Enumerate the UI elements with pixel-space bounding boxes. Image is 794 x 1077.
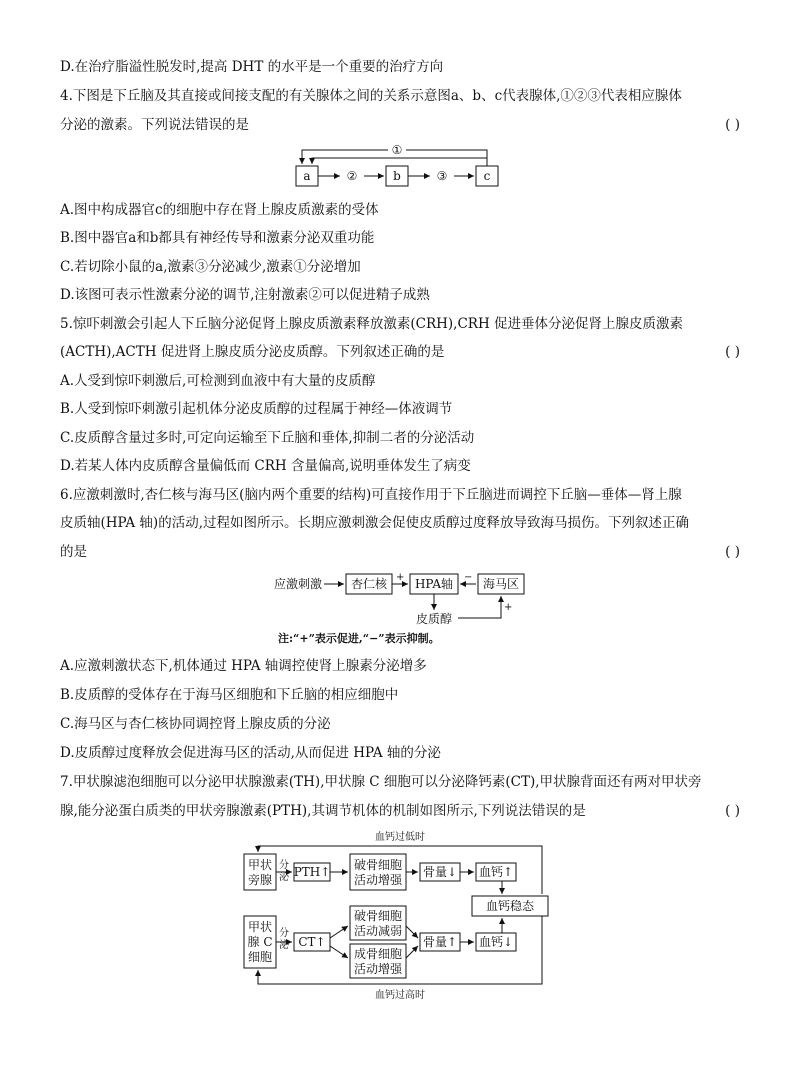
q4-stem-line2	[60, 114, 740, 136]
q6-stem-text: 的是	[60, 544, 87, 560]
hippocampus-label: 海马区	[482, 577, 520, 591]
box-c-label: c	[483, 169, 491, 183]
bone-down-label: 骨量↓	[422, 865, 458, 879]
secrete-label-2: 泌	[279, 940, 289, 951]
q6-option-b: B.皮质醇的受体存在于海马区细胞和下丘脑的相应细胞中	[60, 687, 399, 703]
osteoclast-up-label-2: 活动增强	[353, 873, 403, 887]
osteoclast-down-label-1: 破骨细胞	[353, 909, 403, 923]
q4-stem-line1: 4.下图是下丘脑及其直接或间接支配的有关腺体之间的关系示意图a、b、c代表腺体,①②③代表相应腺体	[60, 88, 682, 104]
minus-sign: −	[464, 572, 473, 583]
q5-stem-line1: 5.惊吓刺激会引起人下丘脑分泌促肾上腺皮质激素释放激素(CRH),CRH 促进垂体分泌促肾上腺皮质激素	[60, 316, 684, 332]
box-b-label: b	[393, 169, 401, 183]
q5-stem-line2	[60, 341, 740, 363]
plus-sign: +	[396, 572, 405, 583]
hormone-1-label: ①	[391, 143, 403, 157]
secrete-label-2: 泌	[279, 872, 289, 883]
q7-stem-line2	[60, 800, 740, 822]
plus-sign: +	[504, 602, 513, 613]
thyroid-c-label-1: 甲状	[247, 920, 273, 934]
answer-bracket: ( )	[725, 544, 740, 560]
q4-stem-text: 分泌的激素。下列说法错误的是	[60, 117, 249, 133]
hpa-axis-diagram	[272, 570, 532, 628]
answer-bracket: ( )	[725, 117, 740, 133]
homeostasis-label: 血钙稳态	[485, 899, 535, 913]
q4-option-c: C.若切除小鼠的a,激素③分泌减少,激素①分泌增加	[60, 259, 361, 275]
q5-option-c: C.皮质醇含量过多时,可定向运输至下丘脑和垂体,抑制二者的分泌活动	[60, 430, 475, 446]
hpa-label: HPA轴	[414, 577, 454, 591]
low-calcium-label: 血钙过低时	[375, 832, 425, 843]
hormone-2-label: ②	[346, 169, 358, 183]
box-a-label: a	[303, 169, 311, 183]
q6-option-c: C.海马区与杏仁核协同调控肾上腺皮质的分泌	[60, 716, 331, 732]
calcium-up-label: 血钙↑	[478, 865, 514, 879]
q5-option-b: B.人受到惊吓刺激引起机体分泌皮质醇的过程属于神经—体液调节	[60, 401, 453, 417]
q5-option-a: A.人受到惊吓刺激后,可检测到血液中有大量的皮质醇	[60, 373, 376, 389]
thyroid-c-label-3: 细胞	[247, 950, 273, 964]
gland-relationship-diagram	[290, 140, 510, 192]
q6-option-a: A.应激刺激状态下,机体通过 HPA 轴调控使肾上腺素分泌增多	[60, 658, 427, 674]
q5-stem-text: (ACTH),ACTH 促进肾上腺皮质分泌皮质醇。下列叙述正确的是	[60, 344, 445, 360]
thyroid-c-label-2: 腺 C	[247, 935, 273, 949]
q4-option-b: B.图中器官a和b都具有神经传导和激素分泌双重功能	[60, 230, 375, 246]
q6-stem-line2: 皮质轴(HPA 轴)的活动,过程如图所示。长期应激刺激会促使皮质醇过度释放导致海马损伤。下列叙述正确	[60, 515, 689, 531]
cortisol-label: 皮质醇	[416, 612, 453, 626]
secrete-label-1: 分	[279, 860, 289, 871]
osteoblast-label-2: 活动增强	[353, 962, 403, 976]
ct-label: CT↑	[298, 935, 326, 949]
answer-bracket: ( )	[725, 344, 740, 360]
calcium-down-label: 血钙↓	[478, 935, 514, 949]
amygdala-label: 杏仁核	[350, 577, 388, 591]
q7-stem-line1: 7.甲状腺滤泡细胞可以分泌甲状腺激素(TH),甲状腺 C 细胞可以分泌降钙素(CT),甲状腺背面还有两对甲状旁	[60, 774, 702, 790]
q6-stem-line3	[60, 541, 740, 563]
stimulus-label: 应激刺激	[274, 577, 323, 591]
hormone-3-label: ③	[436, 169, 448, 183]
q4-option-a: A.图中构成器官c的细胞中存在肾上腺皮质激素的受体	[60, 202, 379, 218]
q6-stem-line1: 6.应激刺激时,杏仁核与海马区(脑内两个重要的结构)可直接作用于下丘脑进而调控下丘脑—垂体—肾上腺	[60, 487, 682, 503]
q3-option-d: D.在治疗脂溢性脱发时,提高 DHT 的水平是一个重要的治疗方向	[60, 59, 444, 75]
osteoblast-label-1: 成骨细胞	[353, 947, 403, 961]
parathyroid-label-1: 甲状	[247, 858, 273, 872]
diagram-note: 注:“+”表示促进,“−”表示抑制。	[278, 632, 440, 645]
osteoclast-up-label-1: 破骨细胞	[353, 858, 403, 872]
parathyroid-label-2: 旁腺	[247, 873, 273, 887]
q7-stem-text: 腺,能分泌蛋白质类的甲状旁腺激素(PTH),其调节机体的机制如图所示,下列说法错误的是	[60, 803, 586, 819]
q4-option-d: D.该图可表示性激素分泌的调节,注射激素②可以促进精子成熟	[60, 287, 430, 303]
osteoclast-down-label-2: 活动减弱	[353, 924, 403, 938]
pth-label: PTH↑	[293, 865, 331, 879]
q5-option-d: D.若某人体内皮质醇含量偏低而 CRH 含量偏高,说明垂体发生了病变	[60, 458, 471, 474]
bone-up-label: 骨量↑	[422, 935, 458, 949]
answer-bracket: ( )	[725, 803, 740, 819]
high-calcium-label: 血钙过高时	[375, 990, 425, 1001]
secrete-label-1: 分	[279, 928, 289, 939]
calcium-regulation-diagram	[240, 830, 560, 1005]
q6-option-d: D.皮质醇过度释放会促进海马区的活动,从而促进 HPA 轴的分泌	[60, 745, 441, 761]
